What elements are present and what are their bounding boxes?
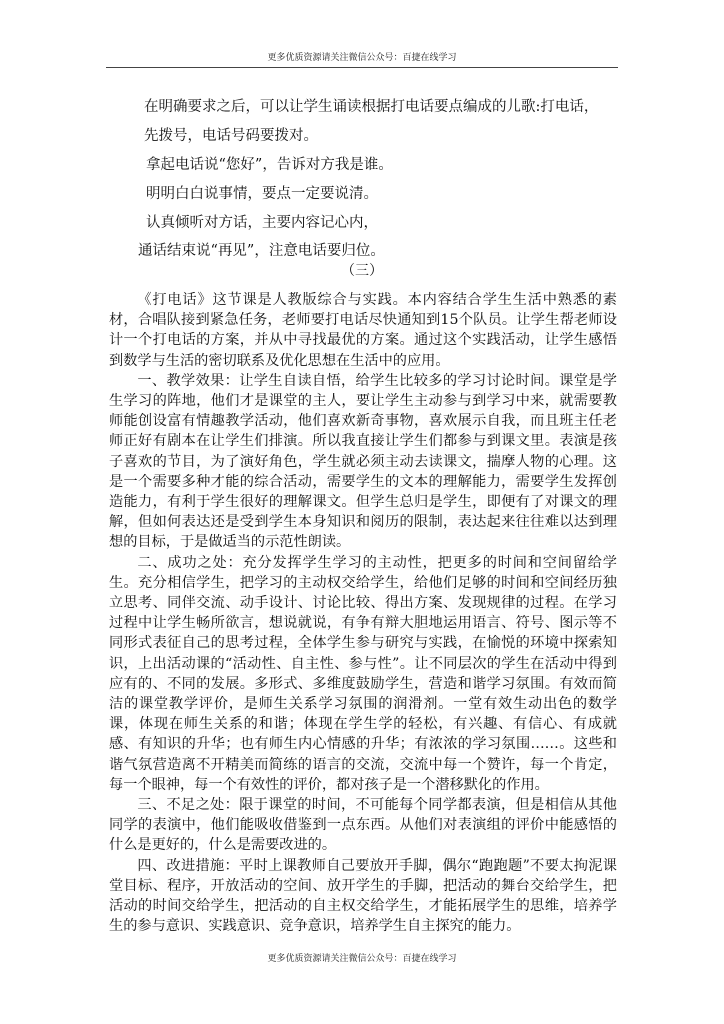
paragraph-teaching-effect: 一、教学效果：让学生自读自悟，给学生比较多的学习讨论时间。课堂是学生学习的阵地，他们才是课堂的主人，要让学生主动参与到学习中来，就需要教师能创设富有情趣教学活动，他们喜欢新奇事物，喜欢展示自我，而且班主任老师正好有剧本在让学生们排演。所以我直接让学生们都参与到课文里。表演是孩子喜欢的节目，为了演好角色，学生就必须主动去读课文，揣摩人物的心理。这是一个需要多种才能的综合活动，需要学生的文本的理解能力，需要学生发挥创造能力，有利于学生很好的理解课文。但学生总归是学生，即便有了对课文的理解，但如何表达还是受到学生本身知识和阅历的限制，表达起来往往难以达到理想的目标，于是做适当的示范性朗读。 xyxy=(109,372,617,551)
paragraph-improvements: 四、改进措施：平时上课教师自己要放开手脚，偶尔“跑跑题”不要太拘泥课堂目标、程序，开放活动的空间、放开学生的手脚，把活动的舞台交给学生，把活动的时间交给学生，把活动的自主权交给学生，才能拓展学生的思维，培养学生的参与意识、实践意识、竞争意识，培养学生自主探究的能力。 xyxy=(109,857,617,935)
page-header: 更多优质资源请关注微信公众号：百捷在线学习 xyxy=(267,53,457,63)
poem-line-4: 明明白白说事情，要点一定要说清。 xyxy=(146,186,378,202)
poem-line-3: 拿起电话说“您好”，告诉对方我是谁。 xyxy=(146,157,393,173)
poem-line-5: 认真倾听对方话，主要内容记心内， xyxy=(146,215,378,231)
body-text xyxy=(109,290,617,937)
poem-line-2: 先拨号，电话号码要拨对。 xyxy=(144,128,318,144)
header-divider xyxy=(106,67,618,68)
poem-line-1: 在明确要求之后，可以让学生诵读根据打电话要点编成的儿歌:打电话， xyxy=(144,99,599,115)
paragraph-intro: 《打电话》这节课是人教版综合与实践。本内容结合学生生活中熟悉的素材，合唱队接到紧急任务，老师要打电话尽快通知到15个队员。让学生帮老师设计一个打电话的方案，并从中寻找最优的方案。通过这个实践活动，让学生感悟到数学与生活的密切联系及优化思想在生活中的应用。 xyxy=(109,292,617,369)
paragraph-successes: 二、成功之处：充分发挥学生学习的主动性，把更多的时间和空间留给学生。充分相信学生，把学习的主动权交给学生，给他们足够的时间和空间经历独立思考、同伴交流、动手设计、讨论比较、得出方案、发现规律的过程。在学习过程中让学生畅所欲言，想说就说，有争有辩大胆地运用语言、符号、图示等不同形式表征自己的思考过程，全体学生参与研究与实践，在愉悦的环境中探索知识，上出活动课的“活动性、自主性、参与性”。让不同层次的学生在活动中得到应有的、不同的发展。多形式、多维度鼓励学生，营造和谐学习氛围。有效而简洁的课堂教学评价，是师生关系学习氛围的润滑剂。一堂有效生动出色的数学课，体现在师生关系的和谐；体现在学生学的轻松，有兴趣、有信心、有成就感、有知识的升华；也有师生内心情感的升华；有浓浓的学习氛围……。这些和谐气氛营造离不开精美而简练的语言的交流，交流中每一个赞许，每一个肯定，每一个眼神，每一个有效性的评价，都对孩子是一个潜移默化的作用。 xyxy=(109,554,617,793)
page-footer: 更多优质资源请关注微信公众号：百捷在线学习 xyxy=(267,954,457,964)
section-heading: （三） xyxy=(341,263,383,279)
paragraph-shortcomings: 三、不足之处：限于课堂的时间，不可能每个同学都表演，但是相信从其他同学的表演中，他们能吸收借鉴到一点东西。从他们对表演组的评价中能感悟的什么是更好的，什么是需要改进的。 xyxy=(109,797,617,854)
poem-line-6: 通话结束说“再见”，注意电话要归位。 xyxy=(138,243,385,259)
